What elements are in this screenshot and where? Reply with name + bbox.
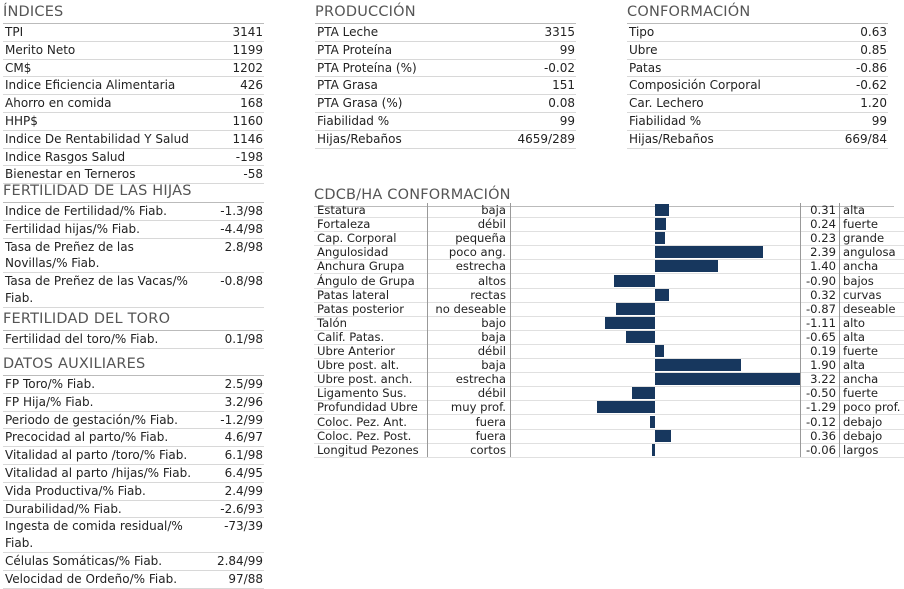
bar-area-left-divider: [510, 203, 511, 457]
table-row: [3, 331, 264, 349]
row-label: Patas: [629, 60, 662, 75]
table-row: [3, 221, 264, 239]
row-label: Precocidad al parto/% Fiab.: [5, 430, 169, 445]
trait-label: Cap. Corporal: [317, 231, 397, 246]
row-label: CM$: [5, 60, 32, 75]
row-label: Ingesta de comida residual/% Fiab.: [5, 519, 183, 551]
trait-label: Talón: [317, 315, 347, 330]
low-extreme-label: baja: [481, 358, 506, 373]
cdcb-conformation-chart: [314, 186, 904, 457]
score-label: 0.36: [810, 428, 836, 443]
conformation-bar: [655, 246, 763, 258]
row-value: 0.08: [548, 96, 575, 111]
row-value: 4.6/97: [224, 430, 263, 445]
row-value: 1.20: [860, 96, 887, 111]
row-value: -2.6/93: [220, 501, 263, 516]
low-extreme-label: rectas: [470, 287, 506, 302]
chart-row: [314, 400, 904, 415]
row-value: -1.3/98: [220, 204, 263, 218]
score-label: 3.22: [810, 372, 836, 387]
score-label: 1.40: [810, 259, 836, 274]
row-value: 2.84/99: [216, 553, 263, 568]
row-label: PTA Proteína (%): [317, 60, 417, 75]
fertilidad-toro-table: [3, 331, 264, 349]
conformation-bar: [655, 260, 718, 272]
row-value: -58: [243, 167, 263, 182]
chart-row: [314, 274, 904, 289]
row-label: FP Toro/% Fiab.: [5, 377, 96, 391]
low-extreme-label: fuera: [475, 414, 506, 429]
high-extreme-label: fuerte: [843, 217, 879, 232]
row-value: -4.4/98: [220, 221, 263, 236]
score-label: 0.24: [810, 217, 836, 232]
chart-row: [314, 330, 904, 345]
row-value: 99: [559, 113, 575, 128]
row-label: PTA Proteína: [317, 42, 393, 57]
conformation-bar: [632, 387, 655, 399]
row-value: 0.1/98: [224, 332, 263, 346]
chart-row: [314, 344, 904, 359]
row-value: 168: [240, 96, 263, 111]
row-label: Indice Eficiencia Alimentaria: [5, 78, 176, 93]
table-row: [3, 518, 264, 553]
low-extreme-label: no deseable: [435, 301, 506, 316]
row-label: Hijas/Rebaños: [317, 131, 402, 146]
score-label: -0.50: [806, 386, 836, 401]
conformation-bar: [655, 430, 671, 442]
row-value: 6.1/98: [224, 448, 263, 463]
row-label: Células Somáticas/% Fiab.: [5, 553, 163, 568]
score-label: 1.90: [810, 358, 836, 373]
table-row: [3, 553, 264, 571]
score-label: 0.31: [810, 203, 836, 217]
row-value: 0.63: [860, 25, 887, 39]
high-extreme-label: fuerte: [843, 344, 879, 358]
indices-table: [3, 24, 264, 184]
score-label: -1.11: [806, 315, 836, 330]
row-label: Vitalidad al parto /toro/% Fiab.: [5, 448, 188, 463]
row-label: Vitalidad al parto /hijas/% Fiab.: [5, 465, 192, 480]
low-extreme-label: muy prof.: [450, 400, 506, 415]
row-label: Periodo de gestación/% Fiab.: [5, 412, 178, 427]
row-value: 1160: [232, 113, 263, 128]
row-label: Durabilidad/% Fiab.: [5, 501, 122, 516]
conformacion-table: [627, 24, 888, 149]
row-label: Tasa de Preñez de las Novillas/% Fiab.: [5, 239, 134, 271]
low-extreme-label: altos: [477, 273, 506, 288]
trait-label: Coloc. Pez. Post.: [317, 428, 412, 443]
row-value: -0.62: [855, 78, 887, 93]
score-label: -0.65: [806, 329, 836, 344]
chart-row: [314, 415, 904, 430]
produccion-table: [315, 24, 576, 149]
table-row: [3, 95, 264, 113]
chart-row: [314, 443, 904, 458]
table-row: [3, 571, 264, 589]
conformation-bar: [655, 218, 666, 230]
high-extreme-label: debajo: [843, 428, 883, 443]
chart-row: [314, 358, 904, 373]
high-extreme-label: ancha: [843, 372, 879, 387]
row-value: 2.8/98: [224, 239, 263, 254]
score-label: 0.32: [810, 287, 836, 302]
score-label: 0.19: [810, 344, 836, 358]
row-value: 6.4/95: [224, 465, 263, 480]
high-extreme-label: alta: [843, 358, 865, 373]
table-row: [3, 77, 264, 95]
row-label: HHP$: [5, 113, 38, 128]
conformation-bar: [655, 345, 664, 357]
high-extreme-label: deseable: [843, 301, 896, 316]
low-extreme-label: fuera: [475, 428, 506, 443]
row-value: 3315: [544, 25, 575, 39]
bar-area-right-divider: [800, 203, 801, 457]
table-row: [3, 273, 264, 308]
table-row: [315, 77, 576, 95]
trait-label: Ubre post. alt.: [317, 358, 400, 373]
row-value: 99: [871, 113, 887, 128]
table-row: [3, 394, 264, 412]
high-extreme-label: angulosa: [843, 245, 896, 260]
table-row: [3, 113, 264, 131]
trait-label: Angulosidad: [317, 245, 389, 260]
conformation-bar: [597, 401, 655, 413]
indices-section: [3, 3, 264, 184]
conformation-bar: [655, 289, 669, 301]
table-row: [3, 131, 264, 149]
row-value: 669/84: [844, 131, 887, 146]
table-row: [3, 465, 264, 483]
low-extreme-label: estrecha: [455, 372, 506, 387]
trait-label: Patas posterior: [317, 301, 404, 316]
table-row: [315, 24, 576, 42]
table-row: [3, 203, 264, 221]
table-row: [3, 501, 264, 519]
trait-label: Ángulo de Grupa: [317, 273, 415, 288]
row-value: -73/39: [224, 519, 263, 534]
row-value: 1146: [232, 131, 263, 146]
table-row: [3, 24, 264, 42]
produccion-section: [315, 3, 576, 149]
conformation-bar: [655, 373, 800, 385]
row-label: FP Hija/% Fiab.: [5, 394, 94, 409]
low-extreme-label: estrecha: [455, 259, 506, 274]
datos-auxiliares-section: [3, 355, 264, 589]
conformacion-section: [627, 3, 888, 149]
table-row: [627, 60, 888, 78]
row-value: 3141: [232, 25, 263, 39]
chart-row: [314, 203, 904, 218]
table-row: [627, 42, 888, 60]
row-value: 1199: [232, 42, 263, 57]
high-extreme-label: curvas: [843, 287, 882, 302]
row-label: PTA Leche: [317, 25, 379, 39]
fertilidad-toro-section: [3, 310, 264, 349]
row-label: Hijas/Rebaños: [629, 131, 714, 146]
conformation-bar: [655, 359, 741, 371]
table-row: [3, 376, 264, 394]
row-value: 1202: [232, 60, 263, 75]
table-row: [3, 149, 264, 167]
high-extreme-label: bajos: [843, 273, 874, 288]
score-label: -0.87: [806, 301, 836, 316]
score-label: -0.90: [806, 273, 836, 288]
conformation-bar: [605, 317, 655, 329]
row-label: Composición Corporal: [629, 78, 761, 93]
trait-label: Calif. Patas.: [317, 329, 385, 344]
trait-label: Estatura: [317, 203, 366, 217]
row-label: Velocidad de Ordeño/% Fiab.: [5, 571, 178, 586]
row-label: Fertilidad hijas/% Fiab.: [5, 221, 140, 236]
table-row: [3, 483, 264, 501]
low-extreme-label: cortos: [470, 442, 506, 457]
row-value: 2.4/99: [224, 483, 263, 498]
chart-row: [314, 302, 904, 317]
trait-label: Ubre Anterior: [317, 344, 395, 358]
high-extreme-label: fuerte: [843, 386, 879, 401]
high-extreme-label: debajo: [843, 414, 883, 429]
trait-label: Profundidad Ubre: [317, 400, 418, 415]
table-row: [3, 429, 264, 447]
table-row: [315, 95, 576, 113]
conformation-bar: [652, 444, 655, 456]
chart-row: [314, 217, 904, 232]
trait-label: Fortaleza: [317, 217, 371, 232]
low-extreme-label: baja: [481, 329, 506, 344]
high-extreme-label: ancha: [843, 259, 879, 274]
trait-label: Anchura Grupa: [317, 259, 405, 274]
conformation-bar: [614, 275, 655, 287]
table-row: [3, 412, 264, 430]
table-row: [627, 95, 888, 113]
low-extreme-label: pequeña: [455, 231, 506, 246]
conformacion-title: CONFORMACIÓN: [627, 3, 888, 24]
table-row: [3, 60, 264, 78]
trait-label: Ubre post. anch.: [317, 372, 413, 387]
row-value: -198: [235, 149, 263, 164]
score-label: -1.29: [806, 400, 836, 415]
table-row: [627, 113, 888, 131]
row-value: -0.02: [543, 60, 575, 75]
chart-row: [314, 429, 904, 444]
row-label: Indice De Rentabilidad Y Salud: [5, 131, 189, 146]
row-value: 2.5/99: [224, 377, 263, 391]
row-label: Indice de Fertilidad/% Fiab.: [5, 204, 167, 218]
chart-row: [314, 372, 904, 387]
high-extreme-label: alta: [843, 329, 865, 344]
table-row: [627, 24, 888, 42]
row-label: Indice Rasgos Salud: [5, 149, 126, 164]
low-extreme-label: baja: [481, 203, 506, 217]
low-label-divider: [427, 203, 428, 457]
chart-row: [314, 231, 904, 246]
table-row: [3, 447, 264, 465]
datos-auxiliares-title: DATOS AUXILIARES: [3, 355, 264, 376]
conformation-bar: [655, 204, 669, 216]
row-label: Tipo: [629, 25, 655, 39]
row-value: 99: [559, 42, 575, 57]
low-extreme-label: débil: [477, 217, 506, 232]
table-row: [315, 42, 576, 60]
produccion-title: PRODUCCIÓN: [315, 3, 576, 24]
row-value: 426: [240, 78, 263, 93]
table-row: [315, 131, 576, 149]
indices-title: ÍNDICES: [3, 3, 264, 24]
conformation-bar: [626, 331, 655, 343]
row-value: 151: [552, 78, 575, 93]
low-extreme-label: bajo: [481, 315, 506, 330]
trait-label: Coloc. Pez. Ant.: [317, 414, 407, 429]
trait-label: Patas lateral: [317, 287, 390, 302]
row-value: -0.86: [855, 60, 887, 75]
row-label: Car. Lechero: [629, 96, 704, 111]
conformation-bar: [616, 303, 655, 315]
high-extreme-label: alto: [843, 315, 865, 330]
row-label: Ahorro en comida: [5, 96, 112, 111]
row-value: -1.2/99: [220, 412, 263, 427]
score-divider: [839, 203, 840, 457]
row-label: TPI: [5, 25, 24, 39]
high-extreme-label: grande: [843, 231, 885, 246]
trait-label: Ligamento Sus.: [317, 386, 407, 401]
chart-row: [314, 288, 904, 303]
fertilidad-hijas-table: [3, 203, 264, 308]
row-value: -0.8/98: [220, 274, 263, 289]
high-extreme-label: largos: [843, 442, 879, 457]
table-row: [315, 60, 576, 78]
high-extreme-label: poco prof.: [843, 400, 901, 415]
conformation-bar: [650, 416, 655, 428]
cdcb-title: CDCB/HA CONFORMACIÓN: [314, 186, 894, 207]
row-label: PTA Grasa (%): [317, 96, 403, 111]
row-label: Bienestar en Terneros: [5, 167, 136, 182]
row-label: Ubre: [629, 42, 658, 57]
fertilidad-hijas-section: [3, 182, 264, 308]
row-value: 4659/289: [517, 131, 575, 146]
datos-auxiliares-table: [3, 376, 264, 589]
row-value: 3.2/96: [224, 394, 263, 409]
row-value: 0.85: [860, 42, 887, 57]
table-row: [627, 77, 888, 95]
score-label: 2.39: [810, 245, 836, 260]
score-label: -0.12: [806, 414, 836, 429]
table-row: [3, 42, 264, 60]
low-extreme-label: poco ang.: [448, 245, 506, 260]
table-row: [627, 131, 888, 149]
row-label: PTA Grasa: [317, 78, 378, 93]
fertilidad-hijas-title: FERTILIDAD DE LAS HIJAS: [3, 182, 264, 203]
trait-label: Longitud Pezones: [317, 442, 419, 457]
low-extreme-label: débil: [477, 386, 506, 401]
low-extreme-label: débil: [477, 344, 506, 358]
row-label: Merito Neto: [5, 42, 76, 57]
row-label: Fiabilidad %: [317, 113, 390, 128]
row-label: Tasa de Preñez de las Vacas/% Fiab.: [5, 274, 188, 305]
chart-row: [314, 259, 904, 274]
score-label: -0.06: [806, 442, 836, 457]
row-label: Fertilidad del toro/% Fiab.: [5, 332, 159, 346]
row-label: Vida Productiva/% Fiab.: [5, 483, 146, 498]
high-extreme-label: alta: [843, 203, 865, 217]
table-row: [315, 113, 576, 131]
chart-row: [314, 316, 904, 331]
chart-row: [314, 245, 904, 260]
table-row: [3, 239, 264, 274]
conformation-bar: [655, 232, 665, 244]
fertilidad-toro-title: FERTILIDAD DEL TORO: [3, 310, 264, 331]
row-label: Fiabilidad %: [629, 113, 702, 128]
chart-row: [314, 386, 904, 401]
score-label: 0.23: [810, 231, 836, 246]
row-value: 97/88: [228, 571, 263, 586]
